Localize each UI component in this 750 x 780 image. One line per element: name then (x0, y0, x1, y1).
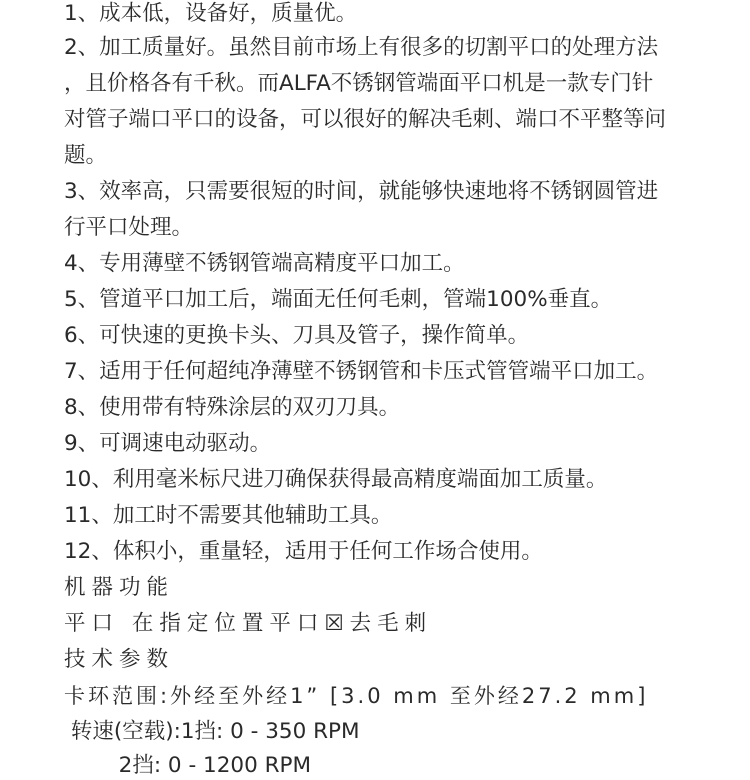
section-heading-function: 机器功能 (64, 575, 175, 600)
feature-line-10: 10、利用毫米标尺进刀确保获得最高精度端面加工质量。 (64, 467, 608, 492)
feature-line-12: 12、体积小，重量轻，适用于任何工作场合使用。 (64, 539, 543, 564)
feature-line-2c: 对管子端口平口的设备，可以很好的解决毛刺、端口不平整等问 (64, 107, 667, 132)
feature-line-4: 4、专用薄壁不锈钢管端高精度平口加工。 (64, 251, 465, 276)
spec-speed-gear-1: 转速(空载):1挡: 0 - 350 RPM (64, 719, 360, 744)
feature-line-9: 9、可调速电动驱动。 (64, 431, 272, 456)
feature-line-5: 5、管道平口加工后，端面无任何毛刺，管端100%垂直。 (64, 287, 613, 312)
feature-line-2b: ，且价格各有千秋。而ALFA不锈钢管端面平口机是一款专门针 (64, 71, 654, 96)
feature-line-7: 7、适用于任何超纯净薄壁不锈钢管和卡压式管管端平口加工。 (64, 359, 659, 384)
spec-clamp-range: 卡环范围:外经至外经1” [3.0 mm 至外经27.2 mm] (64, 684, 649, 708)
function-line: 平口 在指定位置平口☒去毛刺 (64, 611, 433, 636)
feature-line-1: 1、成本低，设备好，质量优。 (64, 1, 358, 26)
feature-line-6: 6、可快速的更换卡头、刀具及管子，操作简单。 (64, 323, 530, 348)
feature-line-2a: 2、加工质量好。虽然目前市场上有很多的切割平口的处理方法 (64, 35, 659, 60)
feature-line-8: 8、使用带有特殊涂层的双刃刀具。 (64, 395, 401, 420)
feature-line-11: 11、加工时不需要其他辅助工具。 (64, 503, 393, 528)
feature-line-3b: 行平口处理。 (64, 215, 194, 240)
section-heading-specs: 技术参数 (64, 647, 175, 672)
spec-speed-gear-2: 2挡: 0 - 1200 RPM (64, 753, 312, 778)
feature-line-3a: 3、效率高，只需要很短的时间，就能够快速地将不锈钢圆管进 (64, 179, 659, 204)
feature-line-2d: 题。 (64, 143, 108, 168)
